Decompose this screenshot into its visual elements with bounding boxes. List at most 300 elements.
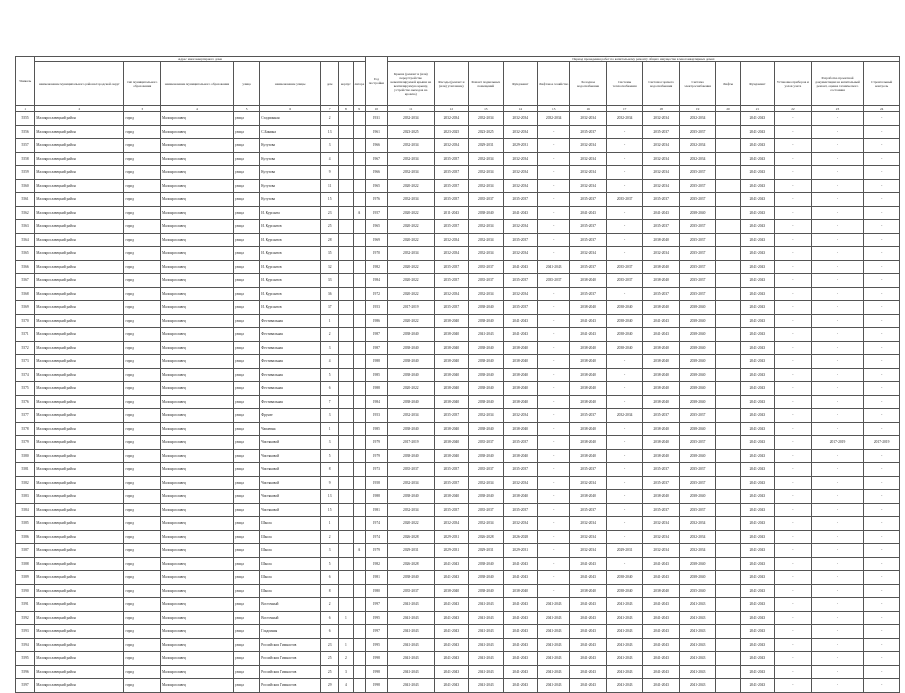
table-cell: - (775, 544, 811, 558)
table-cell: 2035-2037 (679, 436, 715, 450)
table-cell: - (537, 355, 569, 369)
table-cell: 2 (321, 328, 339, 342)
table-cell: 2041-2043 (740, 179, 774, 193)
table-cell (716, 139, 740, 153)
table-cell: 3 (321, 544, 339, 558)
column-number: 9 (353, 106, 365, 112)
table-cell: 2041-2043 (537, 260, 569, 274)
table-cell: Кутузова (260, 139, 321, 153)
table-cell: 5589 (16, 571, 35, 585)
table-cell: 2035-2037 (570, 287, 606, 301)
table-cell (353, 179, 365, 193)
table-cell (353, 463, 365, 477)
table-cell: 2032-2034 (388, 247, 435, 261)
table-cell: - (864, 341, 900, 355)
table-cell: 2041-2043 (434, 665, 468, 679)
table-cell (339, 476, 353, 490)
table-cell: 2032-2034 (643, 179, 679, 193)
table-row (16, 584, 900, 598)
table-cell: 2020-2022 (388, 260, 435, 274)
column-header: Установка приборов и узлов учета (775, 62, 811, 106)
table-cell: - (606, 368, 642, 382)
table-cell: 2038-2040 (469, 422, 503, 436)
table-cell: город (124, 571, 160, 585)
table-cell: город (124, 598, 160, 612)
table-cell: Чистяковой (260, 463, 321, 477)
table-cell: 2 (321, 530, 339, 544)
table-cell (339, 301, 353, 315)
table-row (16, 463, 900, 477)
table-cell: 2032-2034 (469, 476, 503, 490)
table-cell: 2038-2040 (679, 422, 715, 436)
table-cell: 2038-2040 (434, 382, 468, 396)
table-cell: 2041-2043 (388, 665, 435, 679)
table-cell: 2035-2037 (388, 463, 435, 477)
table-cell: 2041-2043 (740, 112, 774, 126)
table-cell: - (537, 314, 569, 328)
table-cell: - (811, 355, 864, 369)
table-cell: 5575 (16, 382, 35, 396)
table-cell: - (775, 652, 811, 666)
table-row (16, 301, 900, 315)
table-cell: - (811, 557, 864, 571)
table-row (16, 274, 900, 288)
table-cell: 2038-2040 (606, 301, 642, 315)
table-cell: 2041-2043 (740, 409, 774, 423)
table-cell: 2041-2043 (643, 625, 679, 639)
table-cell: улица (233, 112, 259, 126)
table-cell: 2041-2043 (740, 193, 774, 207)
table-cell: 2035-2037 (679, 166, 715, 180)
table-cell: 2041-2043 (570, 314, 606, 328)
table-cell (716, 530, 740, 544)
table-cell: 1958 (365, 476, 387, 490)
table-cell: - (775, 490, 811, 504)
table-cell: 2038-2040 (570, 395, 606, 409)
table-cell: 2041-2043 (606, 679, 642, 693)
table-cell: 2038-2040 (388, 341, 435, 355)
table-cell: - (864, 571, 900, 585)
table-cell: - (864, 233, 900, 247)
table-cell: - (537, 517, 569, 531)
table-cell: - (811, 530, 864, 544)
table-cell: Малоярославецкий район (35, 233, 124, 247)
table-cell: 2038-2040 (469, 355, 503, 369)
table-cell: 2035-2037 (503, 436, 537, 450)
table-cell: улица (233, 490, 259, 504)
table-cell: 2041-2043 (570, 598, 606, 612)
table-cell: - (537, 463, 569, 477)
table-cell: Малоярославец (160, 463, 233, 477)
table-row (16, 422, 900, 436)
table-cell: 5566 (16, 260, 35, 274)
table-cell (716, 409, 740, 423)
table-cell: 2032-2034 (388, 152, 435, 166)
table-cell: 2011-2043 (434, 206, 468, 220)
table-cell: 2038-2040 (643, 436, 679, 450)
table-cell: 2038-2040 (434, 368, 468, 382)
table-cell: 2041-2043 (740, 449, 774, 463)
table-cell: 2041-2043 (537, 679, 569, 693)
table-cell: 2035-2037 (643, 409, 679, 423)
table-cell: 2041-2043 (740, 314, 774, 328)
table-cell: - (537, 301, 569, 315)
table-row (16, 152, 900, 166)
table-cell: 2035-2037 (643, 125, 679, 139)
table-cell: 2041-2043 (740, 166, 774, 180)
table-cell: Фестивальная (260, 355, 321, 369)
table-cell (716, 193, 740, 207)
table-cell: Восточный (260, 598, 321, 612)
table-cell: 2020-2022 (388, 517, 435, 531)
table-cell: 2038-2040 (679, 314, 715, 328)
table-cell: - (864, 206, 900, 220)
table-cell: 2032-2034 (503, 112, 537, 126)
table-cell: 2035-2037 (537, 274, 569, 288)
table-cell: 3 (321, 341, 339, 355)
table-cell: Малоярославецкий район (35, 463, 124, 477)
table-cell: Российских Гимнастов (260, 679, 321, 693)
table-cell: Малоярославец (160, 274, 233, 288)
table-cell (716, 638, 740, 652)
table-cell (353, 625, 365, 639)
table-cell: город (124, 584, 160, 598)
table-cell: 5582 (16, 476, 35, 490)
table-cell (716, 287, 740, 301)
table-cell: 2041-2043 (537, 611, 569, 625)
table-cell: 2035-2037 (434, 274, 468, 288)
table-cell: 1 (339, 611, 353, 625)
table-cell: 1979 (365, 544, 387, 558)
table-cell: 5578 (16, 422, 35, 436)
table-cell: - (811, 517, 864, 531)
table-cell (716, 463, 740, 477)
column-number: 4 (160, 106, 233, 112)
table-row (16, 112, 900, 126)
table-cell: Малоярославецкий район (35, 179, 124, 193)
table-cell: 1 (321, 314, 339, 328)
table-cell: 2035-2037 (503, 463, 537, 477)
table-cell: 5587 (16, 544, 35, 558)
table-cell: город (124, 638, 160, 652)
table-cell: 2032-2034 (469, 166, 503, 180)
table-cell: 2038-2040 (679, 301, 715, 315)
table-cell: 1969 (365, 233, 387, 247)
table-cell: 2032-2034 (570, 166, 606, 180)
table-cell: 2041-2043 (570, 571, 606, 585)
table-cell: - (775, 166, 811, 180)
table-cell: улица (233, 395, 259, 409)
table-cell: 2038-2040 (606, 341, 642, 355)
table-cell: - (775, 355, 811, 369)
table-cell (353, 139, 365, 153)
table-cell: 2041-2043 (388, 598, 435, 612)
table-cell: Малоярославецкий район (35, 517, 124, 531)
table-cell (716, 652, 740, 666)
table-cell: С.Бинина (260, 125, 321, 139)
table-cell: 1995 (365, 611, 387, 625)
table-cell: Малоярославецкий район (35, 598, 124, 612)
table-cell (353, 247, 365, 261)
table-cell: - (811, 382, 864, 396)
table-cell: 5591 (16, 598, 35, 612)
table-cell: 2032-2034 (643, 139, 679, 153)
table-cell: 2032-2034 (388, 503, 435, 517)
table-cell: 2032-2034 (643, 166, 679, 180)
table-cell (353, 112, 365, 126)
table-cell: Чистяковой (260, 436, 321, 450)
table-cell (716, 179, 740, 193)
table-cell: 9 (321, 476, 339, 490)
table-cell: 2038-2040 (570, 584, 606, 598)
table-cell: - (811, 152, 864, 166)
table-cell: - (811, 260, 864, 274)
table-cell: 2035-2037 (679, 179, 715, 193)
table-cell (339, 355, 353, 369)
table-cell: 2041-2043 (606, 665, 642, 679)
table-row (16, 611, 900, 625)
column-header: Разработка проектной документации на капитальный ремонт, оценка технического состояния (811, 62, 864, 106)
table-cell: 2032-2034 (469, 112, 503, 126)
table-cell (339, 571, 353, 585)
table-cell: 2038-2040 (388, 395, 435, 409)
table-cell: 2032-2034 (469, 287, 503, 301)
table-cell: - (775, 152, 811, 166)
table-cell (716, 449, 740, 463)
table-cell: 2038-2040 (679, 355, 715, 369)
table-row (16, 503, 900, 517)
table-cell: 2029-2031 (434, 530, 468, 544)
table-row (16, 679, 900, 693)
table-cell: И. Курсантов (260, 247, 321, 261)
table-cell: 2038-2040 (606, 314, 642, 328)
table-cell: 2032-2034 (434, 247, 468, 261)
table-row (16, 652, 900, 666)
table-cell: Малоярославец (160, 139, 233, 153)
table-cell: Малоярославецкий район (35, 166, 124, 180)
table-cell: улица (233, 584, 259, 598)
column-number: 16 (570, 106, 606, 112)
table-cell: 2041-2043 (679, 665, 715, 679)
table-cell: Малоярославецкий район (35, 355, 124, 369)
table-cell (339, 463, 353, 477)
table-cell: 2041-2043 (679, 611, 715, 625)
table-cell: 2017-2019 (811, 436, 864, 450)
table-cell: - (864, 152, 900, 166)
table-cell (339, 314, 353, 328)
table-cell: 25 (321, 652, 339, 666)
table-cell: город (124, 476, 160, 490)
table-cell: 1957 (365, 206, 387, 220)
table-cell: - (537, 382, 569, 396)
table-cell: 2032-2034 (570, 112, 606, 126)
table-cell: 2032-2034 (570, 530, 606, 544)
table-cell: 1974 (365, 517, 387, 531)
table-cell (716, 166, 740, 180)
table-cell: 2041-2043 (740, 368, 774, 382)
table-row (16, 193, 900, 207)
table-cell: 2038-2040 (388, 368, 435, 382)
table-cell: Малоярославецкий район (35, 530, 124, 544)
table-cell: 2032-2034 (570, 247, 606, 261)
table-cell: - (537, 436, 569, 450)
table-cell (716, 125, 740, 139)
table-cell: 2017-2019 (864, 436, 900, 450)
table-cell: город (124, 611, 160, 625)
table-row (16, 395, 900, 409)
table-cell: - (775, 328, 811, 342)
table-cell: - (537, 193, 569, 207)
table-cell: 2032-2034 (388, 193, 435, 207)
table-cell: 5574 (16, 368, 35, 382)
table-cell: - (775, 395, 811, 409)
table-cell (339, 260, 353, 274)
table-cell (353, 233, 365, 247)
table-cell: 2041-2043 (740, 341, 774, 355)
table-cell: 2038-2040 (469, 571, 503, 585)
table-cell (353, 287, 365, 301)
table-cell: 2038-2040 (643, 382, 679, 396)
table-cell: 1976 (365, 193, 387, 207)
table-cell: 5561 (16, 193, 35, 207)
table-cell: - (864, 368, 900, 382)
table-row (16, 638, 900, 652)
table-cell: - (864, 463, 900, 477)
table-cell: - (864, 166, 900, 180)
table-cell: 2 (339, 652, 353, 666)
table-cell: Малоярославецкий район (35, 341, 124, 355)
table-cell: 2038-2040 (434, 341, 468, 355)
table-cell: 2041-2043 (643, 598, 679, 612)
table-cell: 2032-2034 (606, 112, 642, 126)
table-cell: - (811, 247, 864, 261)
column-number: 17 (606, 106, 642, 112)
column-header: дом (321, 62, 339, 106)
table-cell: 2038-2040 (503, 422, 537, 436)
table-cell: 2041-2043 (503, 638, 537, 652)
table-cell: город (124, 503, 160, 517)
table-cell: 2041-2043 (469, 611, 503, 625)
table-cell: 2032-2034 (570, 544, 606, 558)
table-cell: 2041-2043 (740, 301, 774, 315)
table-cell: 2038-2040 (679, 571, 715, 585)
table-cell: 9 (321, 166, 339, 180)
table-cell: 1987 (365, 328, 387, 342)
table-cell: город (124, 449, 160, 463)
table-cell: - (775, 530, 811, 544)
table-cell: 5 (321, 557, 339, 571)
table-cell: Фестивальная (260, 395, 321, 409)
table-cell: 2035-2037 (503, 233, 537, 247)
table-cell: 2038-2040 (469, 314, 503, 328)
table-cell: 2020-2022 (388, 382, 435, 396)
table-cell: город (124, 260, 160, 274)
table-cell: 2035-2037 (606, 193, 642, 207)
table-cell: улица (233, 625, 259, 639)
table-cell: 2041-2043 (388, 652, 435, 666)
table-cell: - (775, 368, 811, 382)
table-cell: Малоярославец (160, 625, 233, 639)
table-cell: - (537, 206, 569, 220)
table-cell: 1 (339, 638, 353, 652)
table-cell: 2032-2034 (469, 152, 503, 166)
table-cell: Малоярославец (160, 476, 233, 490)
table-cell: 2041-2043 (740, 395, 774, 409)
table-cell: 2032-2034 (434, 139, 468, 153)
table-cell (339, 422, 353, 436)
table-cell: 5597 (16, 679, 35, 693)
table-cell: 2032-2034 (570, 179, 606, 193)
table-cell: 2038-2040 (469, 206, 503, 220)
table-cell: улица (233, 463, 259, 477)
table-cell: 1995 (365, 638, 387, 652)
table-cell (353, 611, 365, 625)
column-number: 18 (643, 106, 679, 112)
table-cell: 2032-2034 (503, 220, 537, 234)
table-cell: - (864, 449, 900, 463)
table-cell: 2041-2043 (606, 638, 642, 652)
table-cell: 2032-2034 (570, 476, 606, 490)
table-cell: - (864, 287, 900, 301)
table-cell: 2035-2037 (570, 260, 606, 274)
table-row (16, 476, 900, 490)
table-cell: 2041-2043 (740, 152, 774, 166)
table-cell: 2041-2043 (740, 679, 774, 693)
table-cell: 2035-2037 (434, 476, 468, 490)
table-cell: улица (233, 382, 259, 396)
table-cell: - (811, 679, 864, 693)
group-header-address: Адрес многоквартирного дома (35, 57, 365, 62)
column-header: Лифтовое хозяйство (537, 62, 569, 106)
column-number: 14 (503, 106, 537, 112)
table-cell: Малоярославец (160, 233, 233, 247)
table-cell: Малоярославец (160, 517, 233, 531)
table-cell: 28 (321, 233, 339, 247)
table-row (16, 625, 900, 639)
table-cell: - (537, 571, 569, 585)
table-cell: 2035-2037 (469, 274, 503, 288)
table-cell: - (537, 220, 569, 234)
table-row (16, 544, 900, 558)
table-cell: 1973 (365, 463, 387, 477)
table-cell: 4 (321, 355, 339, 369)
table-cell: 2032-2034 (434, 287, 468, 301)
table-cell: 2032-2034 (469, 233, 503, 247)
column-number: 8 (339, 106, 353, 112)
table-cell: город (124, 274, 160, 288)
table-cell: улица (233, 166, 259, 180)
table-cell: Чистяковой (260, 476, 321, 490)
table-cell: 1961 (365, 125, 387, 139)
table-cell: 13 (321, 490, 339, 504)
table-cell: Малоярославец (160, 530, 233, 544)
table-cell: 2020-2022 (388, 274, 435, 288)
table-cell (339, 341, 353, 355)
table-cell: город (124, 395, 160, 409)
table-cell: Малоярославец (160, 368, 233, 382)
table-cell: 2032-2034 (503, 152, 537, 166)
table-cell: 11 (321, 179, 339, 193)
table-cell: 2041-2043 (740, 665, 774, 679)
table-cell: 2041-2043 (570, 611, 606, 625)
table-cell: 2032-2034 (503, 166, 537, 180)
table-cell: Малоярославецкий район (35, 206, 124, 220)
table-cell: - (864, 328, 900, 342)
table-cell (353, 517, 365, 531)
table-cell: город (124, 652, 160, 666)
table-cell: Кутузова (260, 152, 321, 166)
table-cell: 2041-2043 (537, 638, 569, 652)
